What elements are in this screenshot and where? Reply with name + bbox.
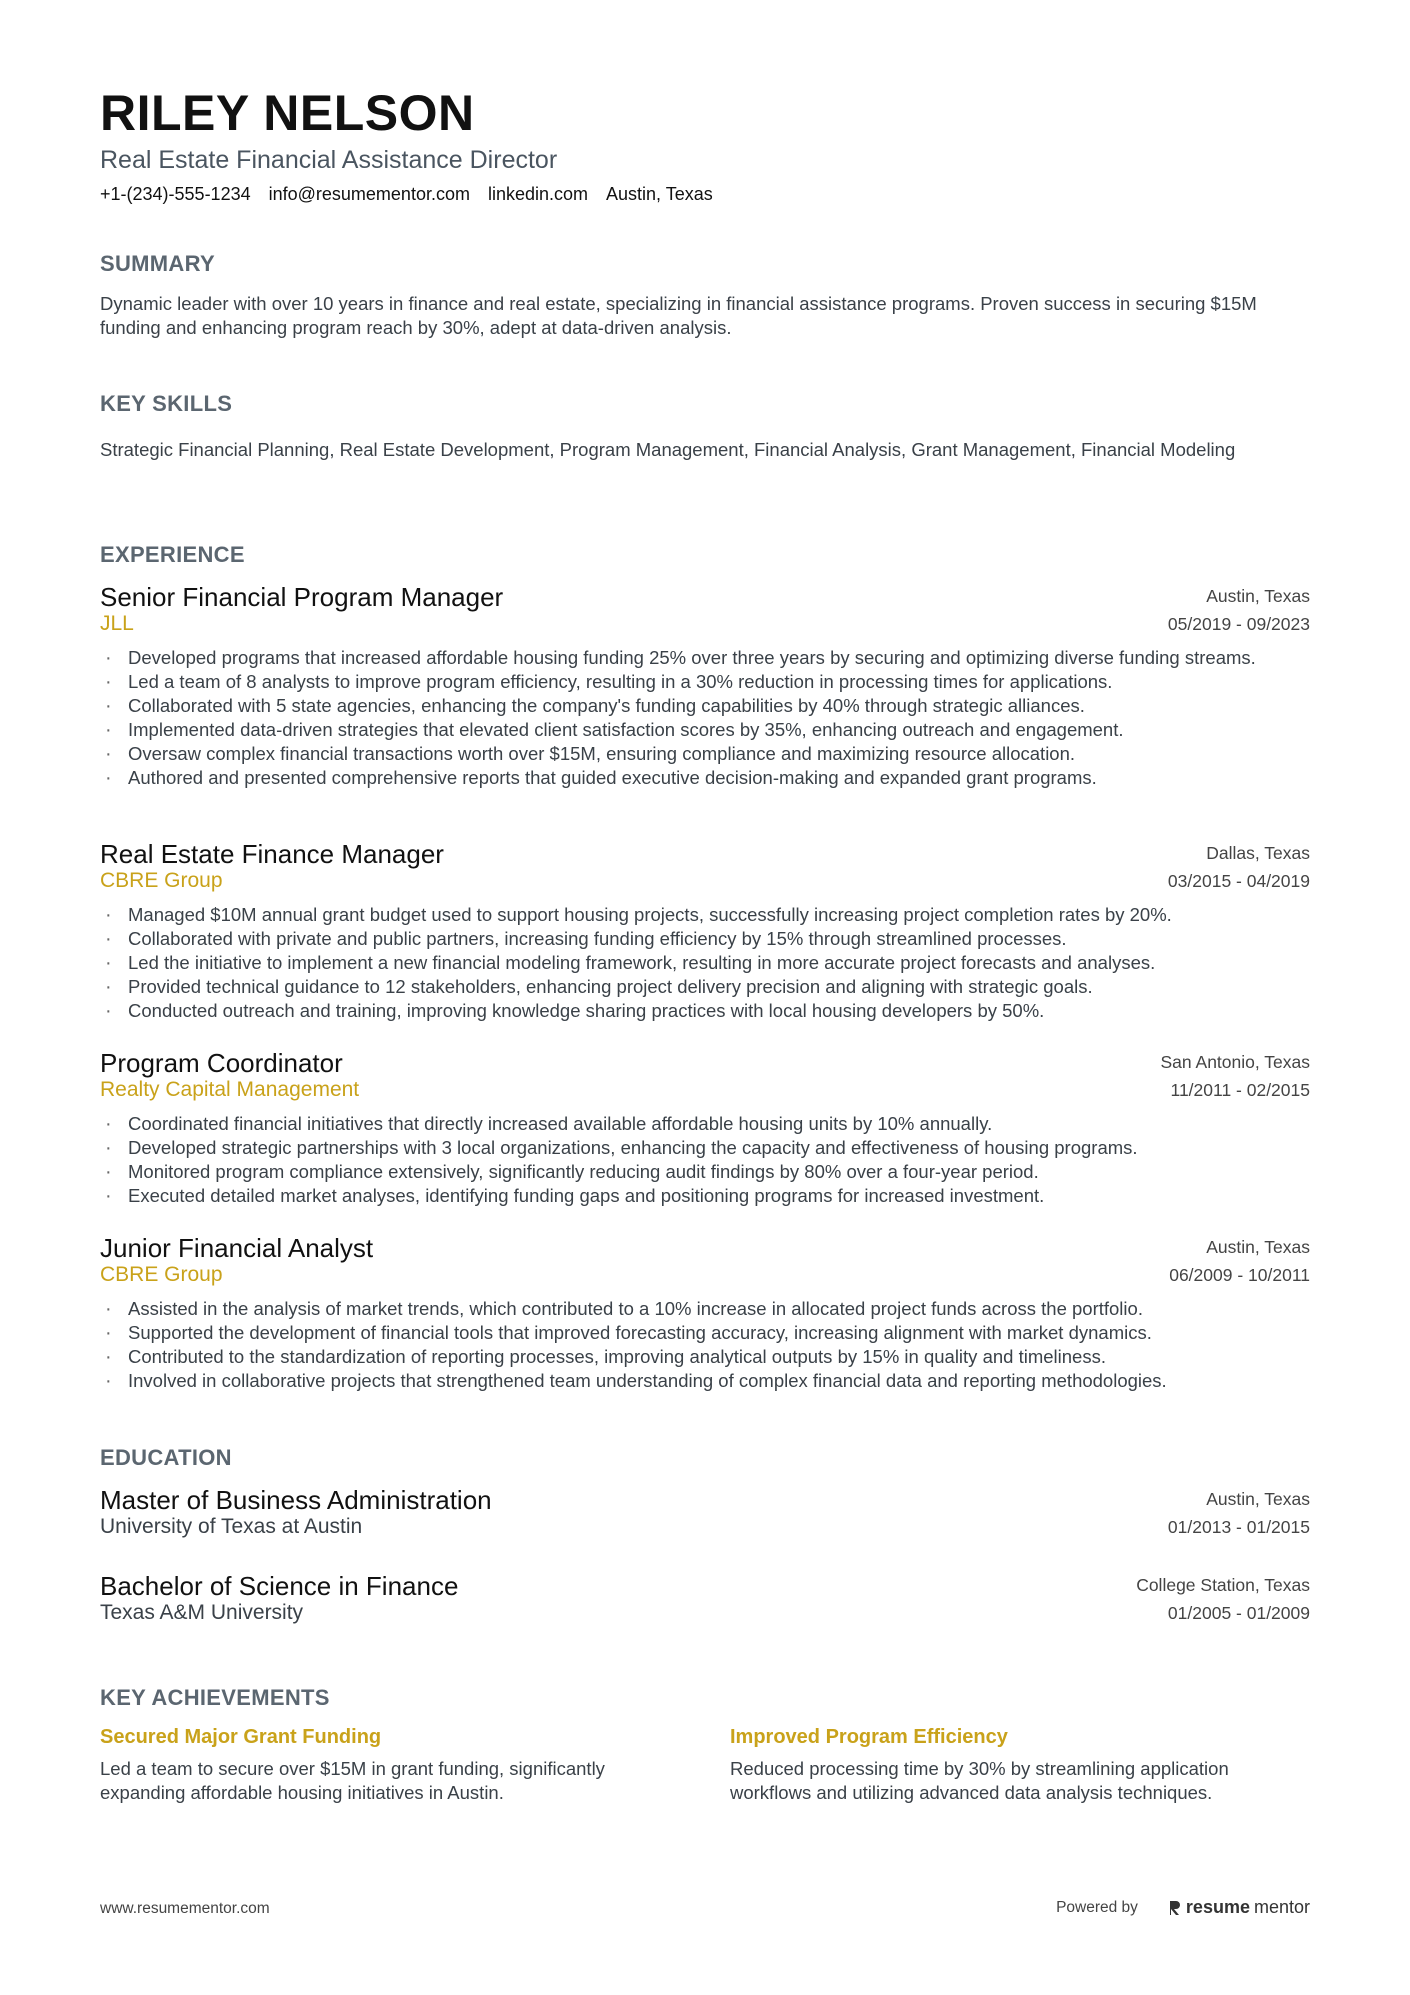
job-entry <box>100 1233 1310 1393</box>
footer-powered <box>1056 1897 1310 1918</box>
bullet: · Managed $10M annual grant budget used to support housing projects, successfully increasing project completion rates by 20%. <box>100 903 1310 927</box>
bullet: · Developed programs that increased affordable housing funding 25% over three years by securing and optimizing diverse funding streams. <box>100 646 1310 670</box>
job-location: Dallas, Texas <box>1206 843 1310 863</box>
bullet: · Led a team of 8 analysts to improve program efficiency, resulting in a 30% reduction in processing times for applications. <box>100 670 1310 694</box>
job-dates: 06/2009 - 10/2011 <box>1169 1265 1310 1285</box>
job-dates: 03/2015 - 04/2019 <box>1167 871 1310 891</box>
bullet: · Coordinated financial initiatives that directly increased available affordable housing units by 10% annually. <box>100 1112 1310 1136</box>
bullet: · Involved in collaborative projects that strengthened team understanding of complex financial data and reporting methodologies. <box>100 1369 1310 1393</box>
job-company: Realty Capital Management <box>100 1078 360 1101</box>
job-company: JLL <box>100 612 134 635</box>
achievement-title: Improved Program Efficiency <box>730 1726 1008 1748</box>
phone: +1-(234)-555-1234 <box>100 184 251 204</box>
skills-heading: KEY SKILLS <box>100 391 233 416</box>
candidate-title: Real Estate Financial Assistance Director <box>100 146 558 174</box>
job-title: Junior Financial Analyst <box>100 1233 374 1263</box>
footer-website[interactable]: www.resumementor.com <box>100 1900 270 1917</box>
brand-light: mentor <box>1253 1897 1310 1917</box>
bullet: · Collaborated with private and public partners, increasing funding efficiency by 15% through streamlined processes. <box>100 927 1310 951</box>
bullet: · Developed strategic partnerships with 3 local organizations, enhancing the capacity and effectiveness of housing programs. <box>100 1136 1310 1160</box>
job-entry <box>100 839 1310 1023</box>
job-bullets <box>100 646 1310 790</box>
bullet: · Provided technical guidance to 12 stakeholders, enhancing project delivery precision and aligning with strategic goals. <box>100 975 1310 999</box>
summary-text: Dynamic leader with over 10 years in finance and real estate, specializing in financial assistance programs. Proven success in securing $15M funding and enhancing program reach by 30%, adept at data-driven analysis. <box>100 293 1257 338</box>
achievement-card <box>100 1726 680 1805</box>
achievement-card <box>730 1726 1310 1805</box>
bullet: · Assisted in the analysis of market trends, which contributed to a 10% increase in allocated project funds across the portfolio. <box>100 1297 1310 1321</box>
degree: Master of Business Administration <box>100 1485 492 1515</box>
linkedin: linkedin.com <box>487 184 589 204</box>
degree: Bachelor of Science in Finance <box>100 1571 459 1601</box>
bullet: · Collaborated with 5 state agencies, enhancing the company's funding capabilities by 40% through strategic alliances. <box>100 694 1310 718</box>
contact-line <box>100 184 713 205</box>
email: info@resumementor.com <box>268 184 470 204</box>
school: University of Texas at Austin <box>100 1515 363 1538</box>
bullet: · Contributed to the standardization of reporting processes, improving analytical outputs by 15% in quality and timeliness. <box>100 1345 1310 1369</box>
achievement-desc: Led a team to secure over $15M in grant funding, significantly expanding affordable housing initiatives in Austin. <box>100 1758 605 1803</box>
job-bullets <box>100 1297 1310 1393</box>
education-entry <box>100 1485 1310 1545</box>
job-entry <box>100 1048 1310 1208</box>
job-dates: 05/2019 - 09/2023 <box>1167 614 1310 634</box>
achievement-title: Secured Major Grant Funding <box>100 1726 382 1748</box>
achievement-desc: Reduced processing time by 30% by streamlining application workflows and utilizing advanced data analysis techniques. <box>730 1758 1229 1803</box>
bullet: · Led the initiative to implement a new financial modeling framework, resulting in more accurate project forecasts and analyses. <box>100 951 1310 975</box>
job-title: Program Coordinator <box>100 1048 343 1078</box>
job-dates: 11/2011 - 02/2015 <box>1170 1080 1310 1100</box>
job-location: Austin, Texas <box>1206 586 1310 606</box>
job-title: Senior Financial Program Manager <box>100 582 504 612</box>
education-entry <box>100 1571 1310 1631</box>
bullet: · Implemented data-driven strategies that elevated client satisfaction scores by 35%, enhancing outreach and engagement. <box>100 718 1310 742</box>
job-entry <box>100 582 1310 790</box>
school-location: College Station, Texas <box>1136 1575 1310 1595</box>
bullet: · Supported the development of financial tools that improved forecasting accuracy, increasing alignment with market dynamics. <box>100 1321 1310 1345</box>
brand-bold: resume <box>1185 1897 1250 1917</box>
job-location: Austin, Texas <box>1206 1237 1310 1257</box>
experience-heading: EXPERIENCE <box>100 542 245 567</box>
achievements-heading: KEY ACHIEVEMENTS <box>100 1685 330 1710</box>
education-dates: 01/2013 - 01/2015 <box>1167 1517 1310 1537</box>
location: Austin, Texas <box>606 184 713 204</box>
education-heading: EDUCATION <box>100 1445 232 1470</box>
school-location: Austin, Texas <box>1206 1489 1310 1509</box>
bullet: · Conducted outreach and training, improving knowledge sharing practices with local housing developers by 50%. <box>100 999 1310 1023</box>
bullet: · Authored and presented comprehensive reports that guided executive decision-making and expanded grant programs. <box>100 766 1310 790</box>
bullet: · Monitored program compliance extensively, significantly reducing audit findings by 80% over a four-year period. <box>100 1160 1310 1184</box>
school: Texas A&M University <box>100 1601 304 1624</box>
education-dates: 01/2005 - 01/2009 <box>1167 1603 1310 1623</box>
powered-by-label: Powered by <box>1056 1898 1138 1916</box>
candidate-name: RILEY NELSON <box>100 85 475 141</box>
skills-text: Strategic Financial Planning, Real Estate Development, Program Management, Financial Analysis, Grant Management, Financial Modeling <box>100 439 1236 460</box>
resumementor-logo-icon <box>1168 1899 1182 1917</box>
job-company: CBRE Group <box>100 869 223 892</box>
bullet: · Executed detailed market analyses, identifying funding gaps and positioning programs for increased investment. <box>100 1184 1310 1208</box>
job-company: CBRE Group <box>100 1263 223 1286</box>
job-title: Real Estate Finance Manager <box>100 839 444 869</box>
bullet: · Oversaw complex financial transactions worth over $15M, ensuring compliance and maximizing resource allocation. <box>100 742 1310 766</box>
brand-logo[interactable] <box>1168 1897 1310 1918</box>
job-bullets <box>100 903 1310 1023</box>
summary-heading: SUMMARY <box>100 251 215 276</box>
job-bullets <box>100 1112 1310 1208</box>
job-location: San Antonio, Texas <box>1160 1052 1310 1072</box>
